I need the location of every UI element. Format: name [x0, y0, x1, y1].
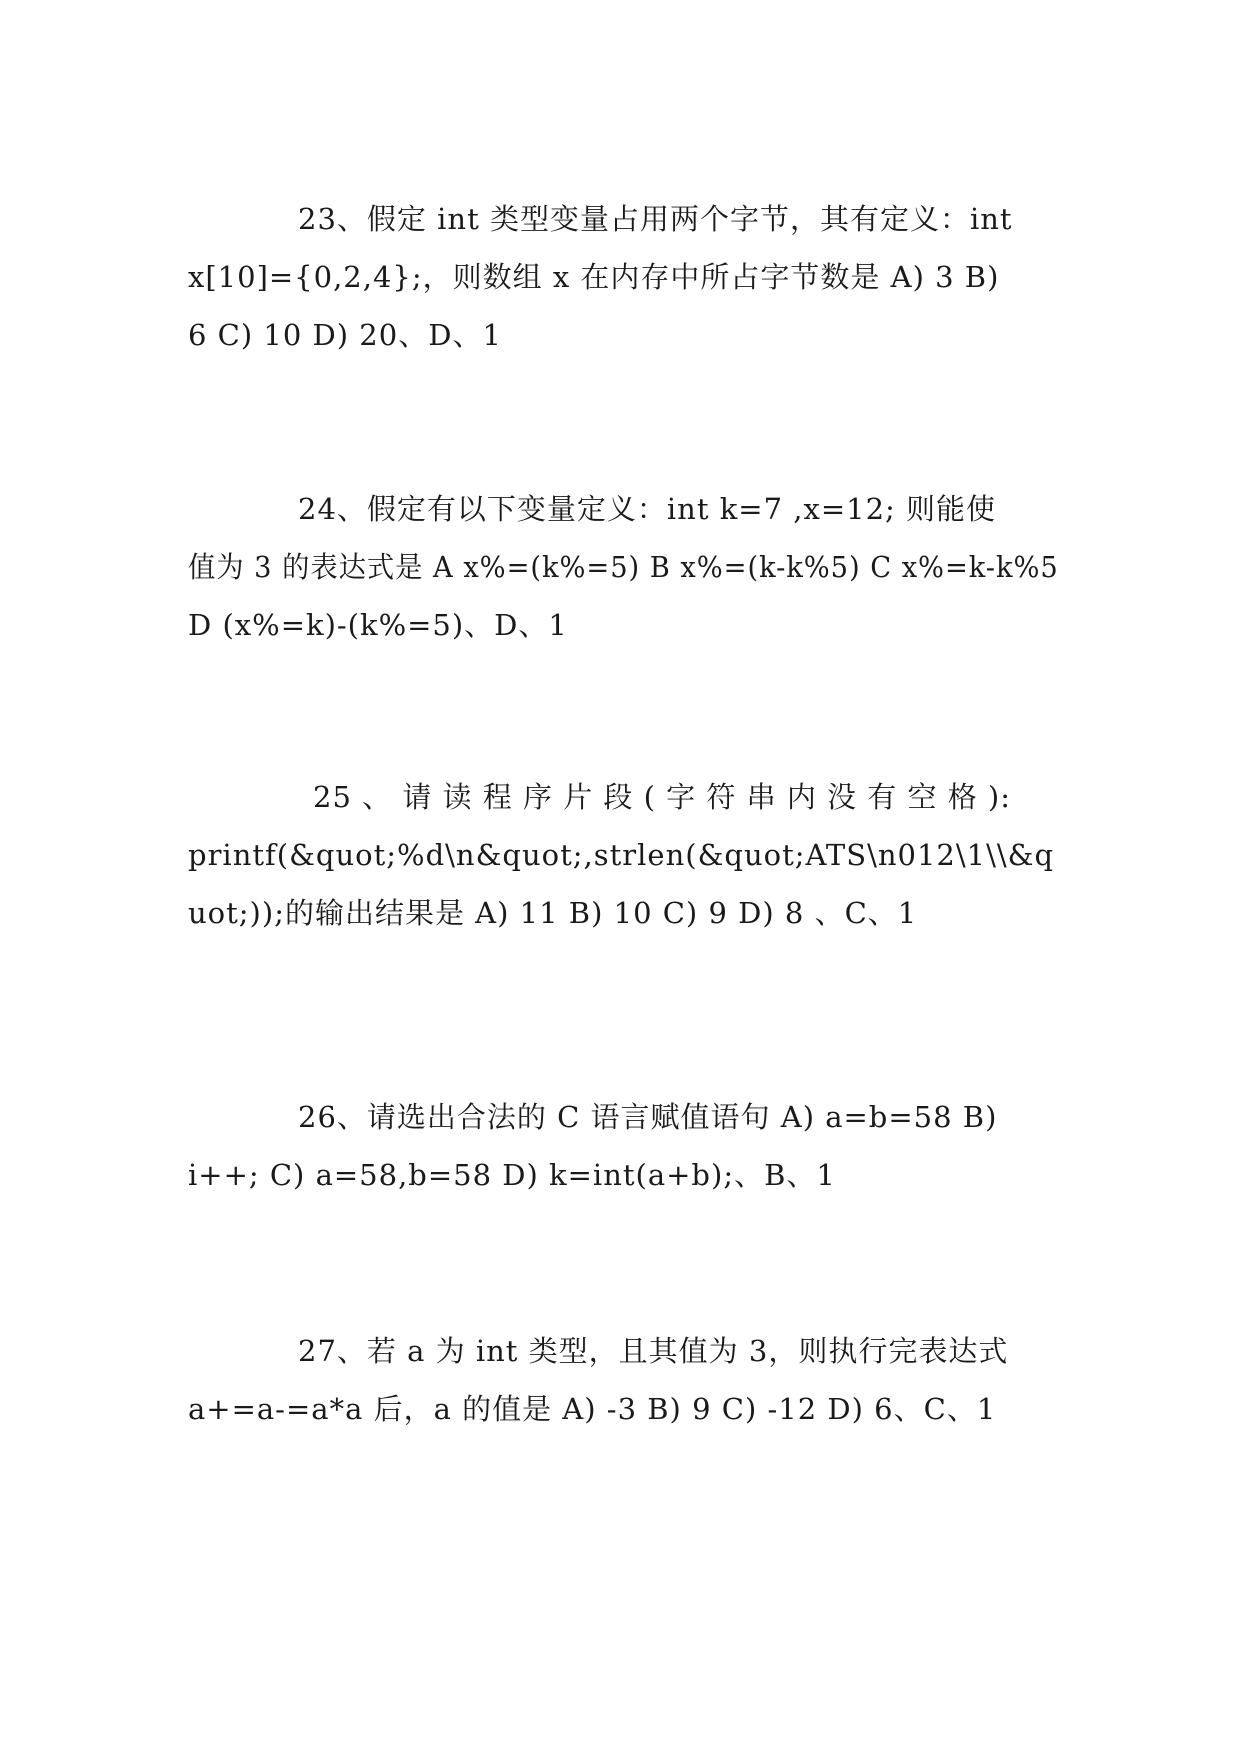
question-line [188, 480, 1058, 538]
question-line: uot;));的输出结果是 A) 11 B) 10 C) 9 D) 8 、C、1 [188, 896, 918, 930]
question-line: a+=a-=a*a 后，a 的值是 A) -3 B) 9 C) -12 D) 6、C、1 [188, 1392, 997, 1426]
question-text: 26、请选出合法的 C 语言赋值语句 A) a=b=58 B) [298, 1100, 998, 1134]
question-line: 6 C) 10 D) 20、D、1 [188, 318, 502, 352]
question-line [188, 1088, 1058, 1146]
question-23 [188, 190, 1058, 364]
question-line: printf(&quot;%d\n&quot;,strlen(&quot;ATS\n012\1\\&q [188, 838, 1055, 872]
question-line: x[10]={0,2,4};，则数组 x 在内存中所占字节数是 A) 3 B) [188, 260, 1000, 294]
question-line [188, 768, 1058, 826]
question-24 [188, 480, 1058, 654]
question-26 [188, 1088, 1058, 1204]
question-line: 值为 3 的表达式是 A x%=(k%=5) B x%=(k-k%5) C x%=k-k%5 [188, 550, 1059, 584]
question-line [188, 190, 1058, 248]
question-text: 24、假定有以下变量定义：int k=7 ,x=12; 则能使 [298, 492, 997, 526]
question-27 [188, 1322, 1058, 1438]
question-line [188, 1322, 1058, 1380]
question-25 [188, 768, 1058, 942]
question-line: D (x%=k)-(k%=5)、D、1 [188, 608, 568, 642]
question-text: 25 、 请 读 程 序 片 段 ( 字 符 串 内 没 有 空 格 ): [313, 780, 1012, 814]
question-text: 27、若 a 为 int 类型，且其值为 3，则执行完表达式 [298, 1334, 1009, 1368]
question-text: 23、假定 int 类型变量占用两个字节，其有定义：int [298, 202, 1013, 236]
question-line: i++; C) a=58,b=58 D) k=int(a+b);、B、1 [188, 1158, 836, 1192]
